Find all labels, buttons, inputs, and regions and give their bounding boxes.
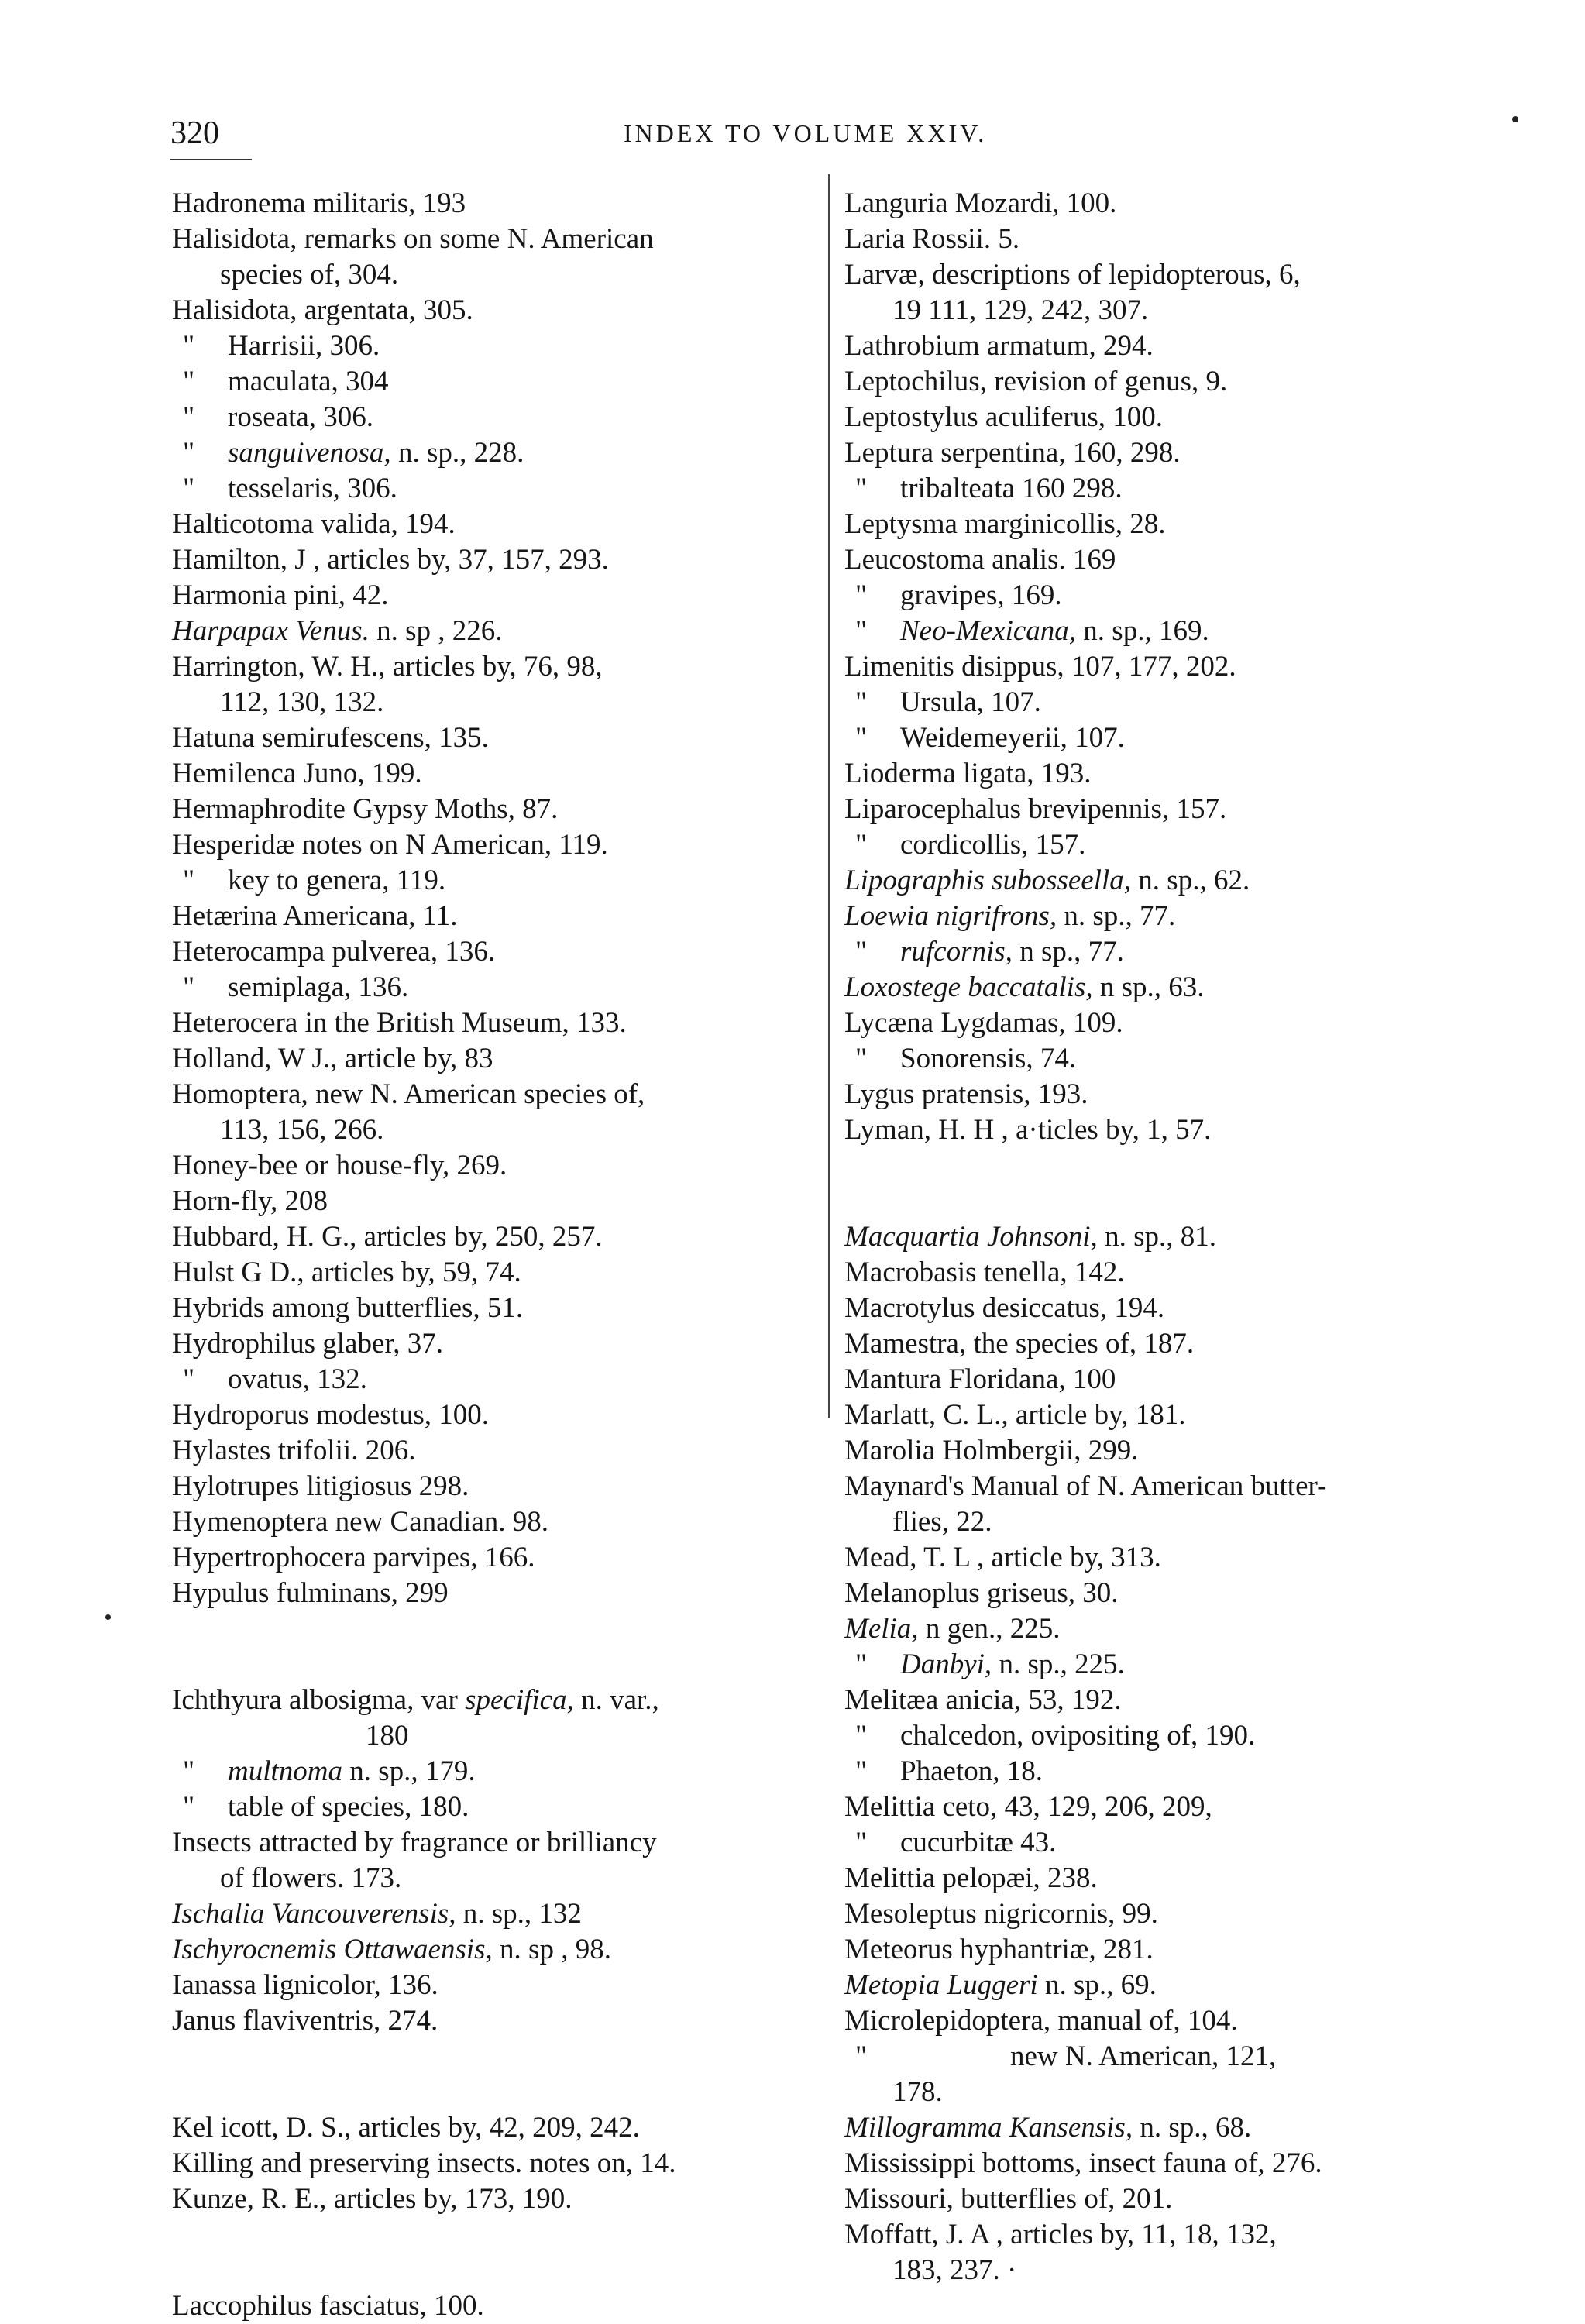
entry-text: Janus flaviventris, 274. <box>172 2005 438 2037</box>
index-entry <box>844 614 1499 649</box>
index-entry <box>844 328 1499 364</box>
index-entry <box>844 685 1499 720</box>
entry-term-italic: Loewia nigrifrons, <box>844 900 1057 932</box>
entry-text: 113, 156, 266. <box>220 1114 384 1146</box>
index-entry <box>172 1861 807 1896</box>
index-entry <box>844 756 1499 792</box>
index-entry <box>172 328 807 364</box>
entry-text: Hymenoptera new Canadian. 98. <box>172 1506 548 1538</box>
index-entry <box>844 2217 1499 2253</box>
index-entry <box>844 899 1499 934</box>
index-entry <box>844 578 1499 614</box>
entry-text: n. sp., 228. <box>390 437 524 469</box>
entry-text: Meteorus hyphantriæ, 281. <box>844 1934 1154 1965</box>
index-entry <box>844 1433 1499 1469</box>
entry-term-italic: sanguivenosa, <box>228 437 391 469</box>
index-entry <box>172 257 807 293</box>
index-entry <box>172 1397 807 1433</box>
print-speck <box>105 1614 111 1620</box>
index-entry <box>844 1469 1499 1504</box>
section-gap <box>172 2039 807 2110</box>
index-entry <box>172 507 807 542</box>
entry-text: Ursula, 107. <box>900 686 1041 718</box>
entry-text: Lyman, H. H , a·ticles by, 1, 57. <box>844 1114 1212 1146</box>
index-entry <box>172 1932 807 1968</box>
index-entry <box>172 2003 807 2039</box>
entry-term-italic: Metopia Luggeri <box>844 1969 1038 2001</box>
entry-term-italic: Loxostege baccatalis, <box>844 971 1093 1003</box>
entry-text: n. sp., 69. <box>1037 1969 1157 2001</box>
ditto-mark: " <box>183 865 195 896</box>
index-entry <box>172 400 807 435</box>
index-entry <box>172 1896 807 1932</box>
index-entry <box>172 542 807 578</box>
ditto-mark: " <box>855 936 868 968</box>
entry-text: Halisidota, argentata, 305. <box>172 294 473 326</box>
entry-text: Melittia pelopæi, 238. <box>844 1862 1098 1894</box>
index-entry <box>844 1326 1499 1362</box>
index-entry <box>844 293 1499 328</box>
entry-term-italic: Ischalia Vancouverensis, <box>172 1898 456 1930</box>
entry-text: Hamilton, J , articles by, 37, 157, 293. <box>172 544 609 576</box>
entry-text: Melitæa anicia, 53, 192. <box>844 1684 1122 1716</box>
index-entry <box>172 1789 807 1825</box>
index-entry <box>172 2146 807 2181</box>
entry-text: n. sp., 132 <box>456 1898 582 1930</box>
entry-term-italic: Macquartia Johnsoni, <box>844 1221 1098 1253</box>
ditto-mark: " <box>183 366 195 397</box>
entry-text: Hydrophilus glaber, 37. <box>172 1328 443 1360</box>
index-entry <box>844 435 1499 471</box>
index-entry <box>844 186 1499 222</box>
entry-text: Hesperidæ notes on N American, 119. <box>172 829 608 861</box>
index-entry <box>844 1647 1499 1683</box>
ditto-mark: " <box>183 1363 195 1395</box>
entry-text: n. sp., 62. <box>1131 865 1250 896</box>
entry-text: Insects attracted by fragrance or brilliancy <box>172 1827 657 1858</box>
index-column-left <box>172 186 807 2324</box>
column-divider <box>828 174 830 1418</box>
ditto-mark: " <box>183 473 195 504</box>
index-entry <box>172 1469 807 1504</box>
entry-text: Leptostylus aculiferus, 100. <box>844 401 1164 433</box>
index-entry <box>844 1968 1499 2003</box>
entry-text: flies, 22. <box>892 1506 992 1538</box>
entry-text: Honey-bee or house-fly, 269. <box>172 1150 507 1181</box>
entry-text: n gen., 225. <box>918 1613 1061 1645</box>
index-entry <box>844 507 1499 542</box>
entry-text: Killing and preserving insects. notes on, 14. <box>172 2147 676 2179</box>
entry-text: Harmonia pini, 42. <box>172 579 389 611</box>
index-entry <box>172 934 807 970</box>
entry-term-italic: Ischyrocnemis Ottawaensis, <box>172 1934 493 1965</box>
index-entry <box>844 1255 1499 1291</box>
entry-term-italic: rufcornis, <box>900 936 1013 968</box>
section-gap <box>172 2217 807 2288</box>
index-entry <box>172 792 807 827</box>
index-entry <box>844 2039 1499 2075</box>
entry-text: Hylotrupes litigiosus 298. <box>172 1470 469 1502</box>
entry-term-italic: multnoma <box>228 1755 342 1787</box>
index-entry <box>172 1433 807 1469</box>
entry-text: Macrobasis tenella, 142. <box>844 1257 1125 1288</box>
index-entry <box>172 1576 807 1611</box>
ditto-mark: " <box>183 1755 195 1787</box>
index-entry <box>844 649 1499 685</box>
index-entry <box>172 1540 807 1576</box>
entry-text: 112, 130, 132. <box>220 686 384 718</box>
entry-text: Languria Mozardi, 100. <box>844 187 1117 219</box>
ditto-mark: " <box>855 473 868 504</box>
entry-text: Harrington, W. H., articles by, 76, 98, <box>172 651 603 682</box>
entry-text: n. sp , 226. <box>369 615 503 647</box>
index-entry <box>844 1683 1499 1718</box>
entry-text: Ianassa lignicolor, 136. <box>172 1969 438 2001</box>
entry-term-italic: Lipographis subosseella, <box>844 865 1132 896</box>
index-entry <box>844 2003 1499 2039</box>
entry-text: n. var., <box>573 1684 659 1716</box>
ditto-mark: " <box>855 579 868 611</box>
entry-text: 183, 237. · <box>892 2254 1017 2286</box>
entry-text: Leptysma marginicollis, 28. <box>844 508 1166 540</box>
index-entry <box>844 471 1499 507</box>
entry-text: Mesoleptus nigricornis, 99. <box>844 1898 1158 1930</box>
entry-text: cordicollis, 157. <box>900 829 1086 861</box>
entry-term-italic: specifica, <box>465 1684 574 1716</box>
index-entry <box>844 1291 1499 1326</box>
entry-text: n. sp., 77. <box>1057 900 1176 932</box>
entry-text: Hydroporus modestus, 100. <box>172 1399 490 1431</box>
ditto-mark: " <box>183 1791 195 1823</box>
index-entry <box>844 2181 1499 2217</box>
entry-term-italic: Danbyi, <box>900 1648 992 1680</box>
index-entry <box>844 1362 1499 1397</box>
index-entry <box>844 1041 1499 1077</box>
index-entry <box>844 1825 1499 1861</box>
entry-text: Mississippi bottoms, insect fauna of, 276. <box>844 2147 1322 2179</box>
entry-text: Laria Rossii. 5. <box>844 223 1020 255</box>
index-entry <box>844 1112 1499 1148</box>
entry-text: Moffatt, J. A , articles by, 11, 18, 132, <box>844 2219 1277 2250</box>
index-entry <box>172 222 807 257</box>
index-entry <box>172 2288 807 2324</box>
index-entry <box>844 1718 1499 1754</box>
index-entry <box>844 1576 1499 1611</box>
index-entry <box>172 1504 807 1540</box>
index-entry <box>844 1006 1499 1041</box>
section-gap <box>172 1611 807 1683</box>
index-entry <box>172 2181 807 2217</box>
entry-text: Maynard's Manual of N. American butter- <box>844 1470 1327 1502</box>
index-entry <box>172 1041 807 1077</box>
index-entry <box>844 720 1499 756</box>
entry-text: Leucostoma analis. 169 <box>844 544 1116 576</box>
entry-text: n. sp., 81. <box>1097 1221 1216 1253</box>
entry-text: key to genera, 119. <box>228 865 446 896</box>
section-gap <box>844 1148 1499 1219</box>
index-entry <box>844 1861 1499 1896</box>
index-entry <box>172 1219 807 1255</box>
ditto-mark: " <box>183 437 195 469</box>
entry-text: Sonorensis, 74. <box>900 1043 1077 1074</box>
index-entry <box>844 2075 1499 2110</box>
entry-text: Horn-fly, 208 <box>172 1185 328 1217</box>
index-entry <box>172 614 807 649</box>
index-entry <box>844 2253 1499 2288</box>
entry-text: Mead, T. L , article by, 313. <box>844 1542 1161 1573</box>
ditto-mark: " <box>855 722 868 754</box>
ditto-mark: " <box>855 2040 868 2072</box>
index-entry <box>172 756 807 792</box>
index-entry <box>844 222 1499 257</box>
index-entry <box>844 934 1499 970</box>
index-entry <box>844 1540 1499 1576</box>
entry-text: Marolia Holmbergii, 299. <box>844 1435 1139 1466</box>
entry-text: Melanoplus griseus, 30. <box>844 1577 1119 1609</box>
index-entry <box>172 1362 807 1397</box>
entry-text: n. sp , 98. <box>492 1934 611 1965</box>
index-entry <box>172 364 807 400</box>
entry-text: Halticotoma valida, 194. <box>172 508 456 540</box>
print-speck <box>1512 116 1518 122</box>
entry-text: chalcedon, ovipositing of, 190. <box>900 1720 1256 1752</box>
entry-text: Kel icott, D. S., articles by, 42, 209, 242. <box>172 2112 640 2144</box>
entry-term-italic: Millogramma Kansensis, <box>844 2112 1133 2144</box>
entry-text: Lathrobium armatum, 294. <box>844 330 1154 362</box>
entry-text: Heterocampa pulverea, 136. <box>172 936 496 968</box>
entry-text: of flowers. 173. <box>220 1862 402 1894</box>
entry-text: Melittia ceto, 43, 129, 206, 209, <box>844 1791 1212 1823</box>
entry-text: Hylastes trifolii. 206. <box>172 1435 416 1466</box>
entry-text: Ichthyura albosigma, var <box>172 1684 466 1716</box>
entry-text: Hulst G D., articles by, 59, 74. <box>172 1257 521 1288</box>
entry-text: Hatuna semirufescens, 135. <box>172 722 489 754</box>
entry-text: tribalteata 160 298. <box>900 473 1123 504</box>
entry-text: Missouri, butterflies of, 201. <box>844 2183 1173 2215</box>
entry-text: Mantura Floridana, 100 <box>844 1363 1116 1395</box>
index-entry <box>172 1968 807 2003</box>
entry-text: Hybrids among butterflies, 51. <box>172 1292 524 1324</box>
index-entry <box>172 1255 807 1291</box>
index-entry <box>172 186 807 222</box>
entry-text: n. sp., 179. <box>342 1755 476 1787</box>
index-entry <box>172 685 807 720</box>
ditto-mark: " <box>855 1043 868 1074</box>
index-entry <box>844 2110 1499 2146</box>
index-entry <box>172 1825 807 1861</box>
entry-text: maculata, 304 <box>228 366 389 397</box>
ditto-mark: " <box>855 829 868 861</box>
entry-text: species of, 304. <box>220 259 399 290</box>
index-entry <box>172 649 807 685</box>
entry-text: Hypulus fulminans, 299 <box>172 1577 449 1609</box>
entry-text: Phaeton, 18. <box>900 1755 1043 1787</box>
entry-text: Homoptera, new N. American species of, <box>172 1078 645 1110</box>
page-number: 320 <box>170 115 219 151</box>
entry-text: Marlatt, C. L., article by, 181. <box>844 1399 1186 1431</box>
index-entry <box>172 1184 807 1219</box>
entry-text: 19 111, 129, 242, 307. <box>892 294 1149 326</box>
ditto-mark: " <box>855 1648 868 1680</box>
index-entry <box>172 720 807 756</box>
index-entry <box>844 542 1499 578</box>
ditto-mark: " <box>855 1755 868 1787</box>
index-entry <box>172 2110 807 2146</box>
entry-text: n. sp., 169. <box>1076 615 1209 647</box>
index-entry <box>844 792 1499 827</box>
entry-text: new N. American, 121, <box>1010 2040 1277 2072</box>
index-entry <box>844 1219 1499 1255</box>
index-entry <box>172 863 807 899</box>
entry-text: Harrisii, 306. <box>228 330 380 362</box>
index-entry <box>172 899 807 934</box>
index-entry <box>844 1504 1499 1540</box>
entry-text: Lygus pratensis, 193. <box>844 1078 1088 1110</box>
page-title: INDEX TO VOLUME XXIV. <box>624 119 988 147</box>
index-entry <box>172 1148 807 1184</box>
entry-text: Leptura serpentina, 160, 298. <box>844 437 1181 469</box>
index-entry <box>844 1611 1499 1647</box>
index-entry <box>844 1077 1499 1112</box>
entry-text: Lioderma ligata, 193. <box>844 758 1092 789</box>
entry-text: gravipes, 169. <box>900 579 1062 611</box>
index-entry <box>844 863 1499 899</box>
ditto-mark: " <box>183 971 195 1003</box>
ditto-mark: " <box>855 686 868 718</box>
index-entry <box>844 1932 1499 1968</box>
entry-text: Larvæ, descriptions of lepidopterous, 6, <box>844 259 1301 290</box>
entry-text: 180 <box>366 1720 409 1752</box>
running-header <box>170 115 1503 153</box>
index-entry <box>844 827 1499 863</box>
index-entry <box>844 257 1499 293</box>
entry-text: Laccophilus fasciatus, 100. <box>172 2290 484 2322</box>
entry-text: cucurbitæ 43. <box>900 1827 1057 1858</box>
ditto-mark: " <box>855 1720 868 1752</box>
index-entry <box>844 1754 1499 1789</box>
entry-text: Microlepidoptera, manual of, 104. <box>844 2005 1238 2037</box>
entry-text: 178. <box>892 2076 943 2108</box>
entry-text: n sp., 77. <box>1012 936 1124 968</box>
index-entry <box>172 970 807 1006</box>
entry-text: tesselaris, 306. <box>228 473 397 504</box>
entry-text: Macrotylus desiccatus, 194. <box>844 1292 1165 1324</box>
entry-text: Hetærina Americana, 11. <box>172 900 458 932</box>
index-entry <box>844 970 1499 1006</box>
entry-text: n. sp., 68. <box>1133 2112 1252 2144</box>
index-entry <box>844 400 1499 435</box>
index-entry <box>844 364 1499 400</box>
index-entry <box>172 1718 807 1754</box>
index-entry <box>172 1077 807 1112</box>
entry-text: Hubbard, H. G., articles by, 250, 257. <box>172 1221 603 1253</box>
entry-text: roseata, 306. <box>228 401 374 433</box>
entry-text: Limenitis disippus, 107, 177, 202. <box>844 651 1236 682</box>
index-column-right <box>844 186 1499 2288</box>
entry-text: Leptochilus, revision of genus, 9. <box>844 366 1228 397</box>
entry-text: semiplaga, 136. <box>228 971 409 1003</box>
entry-text: table of species, 180. <box>228 1791 469 1823</box>
entry-text: Holland, W J., article by, 83 <box>172 1043 493 1074</box>
entry-text: Halisidota, remarks on some N. American <box>172 223 654 255</box>
index-entry <box>172 1112 807 1148</box>
entry-text: Mamestra, the species of, 187. <box>844 1328 1195 1360</box>
entry-text: ovatus, 132. <box>228 1363 367 1395</box>
header-rule <box>170 159 252 160</box>
entry-text: Kunze, R. E., articles by, 173, 190. <box>172 2183 572 2215</box>
entry-term-italic: Melia, <box>844 1613 919 1645</box>
index-entry <box>172 1006 807 1041</box>
entry-text: Heterocera in the British Museum, 133. <box>172 1007 627 1039</box>
entry-text: Liparocephalus brevipennis, 157. <box>844 793 1227 825</box>
index-entry <box>172 1326 807 1362</box>
entry-text: Hermaphrodite Gypsy Moths, 87. <box>172 793 559 825</box>
ditto-mark: " <box>855 615 868 647</box>
index-entry <box>172 293 807 328</box>
entry-text: n. sp., 225. <box>992 1648 1125 1680</box>
index-entry <box>172 471 807 507</box>
ditto-mark: " <box>855 1827 868 1858</box>
index-entry <box>844 1896 1499 1932</box>
index-entry <box>172 1754 807 1789</box>
entry-term-italic: Neo-Mexicana, <box>900 615 1077 647</box>
ditto-mark: " <box>183 401 195 433</box>
entry-text: n sp., 63. <box>1092 971 1205 1003</box>
entry-text: Hemilenca Juno, 199. <box>172 758 422 789</box>
index-entry <box>844 1397 1499 1433</box>
entry-term-italic: Harpapax Venus. <box>172 615 370 647</box>
index-entry <box>172 578 807 614</box>
index-entry <box>172 1683 807 1718</box>
entry-text: Lycæna Lygdamas, 109. <box>844 1007 1123 1039</box>
ditto-mark: " <box>183 330 195 362</box>
entry-text: Hypertrophocera parvipes, 166. <box>172 1542 535 1573</box>
index-entry <box>172 435 807 471</box>
entry-text: Hadronema militaris, 193 <box>172 187 466 219</box>
index-entry <box>844 1789 1499 1825</box>
index-entry <box>844 2146 1499 2181</box>
index-entry <box>172 1291 807 1326</box>
index-entry <box>172 827 807 863</box>
entry-text: Weidemeyerii, 107. <box>900 722 1125 754</box>
